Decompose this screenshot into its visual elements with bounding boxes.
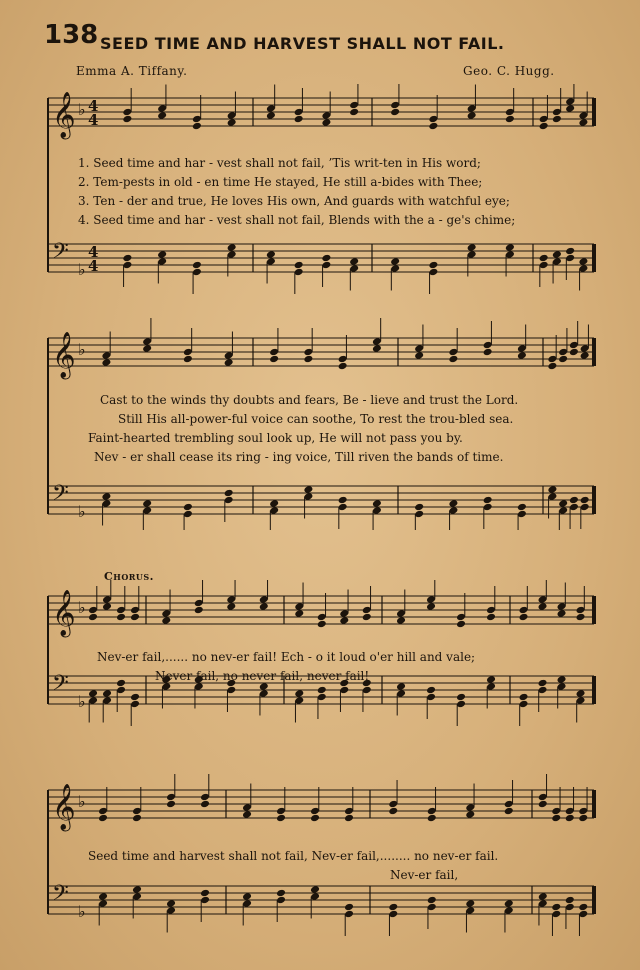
treble-staff <box>48 332 594 380</box>
note-head <box>200 889 210 898</box>
note-head <box>519 613 529 622</box>
note-head <box>539 122 549 131</box>
system-2-verse-1: Cast to the winds thy doubts and fears, Be - lieve and trust the Lord. <box>100 393 519 407</box>
note-head <box>161 616 171 625</box>
note-head <box>317 620 327 629</box>
note-head <box>303 355 313 364</box>
time-signature-top: 4 <box>88 97 99 115</box>
system-2-verse-3: Faint-hearted trembling soul look up, He will not pass you by. <box>88 431 463 445</box>
note-head <box>372 344 382 353</box>
note-head <box>276 814 286 823</box>
note-head <box>580 351 590 360</box>
note-head <box>538 892 548 901</box>
note-head <box>538 602 548 611</box>
system-2-verse-2: Still His all-power-ful voice can soothe, To rest the trou-bled sea. <box>118 412 514 426</box>
composer-credit: Geo. C. Hugg. <box>463 64 555 78</box>
note-head <box>266 250 276 259</box>
note-head <box>266 111 276 120</box>
note-head <box>565 896 575 905</box>
note-head <box>390 257 400 266</box>
note-head <box>242 810 252 819</box>
note-head <box>303 485 313 494</box>
note-head <box>426 686 436 695</box>
note-head <box>486 613 496 622</box>
note-head <box>456 693 466 702</box>
system-4-bass-lyric: Nev-er fail, <box>390 868 459 882</box>
note-head <box>362 613 372 622</box>
note-head <box>483 496 493 505</box>
note-head <box>557 609 567 618</box>
note-head <box>569 348 579 357</box>
note-head <box>414 351 424 360</box>
note-head <box>157 111 167 120</box>
note-head <box>227 118 237 127</box>
note-head <box>576 689 586 698</box>
note-head <box>269 499 279 508</box>
note-head <box>166 899 176 908</box>
note-head <box>226 602 236 611</box>
note-head <box>517 503 527 512</box>
treble-clef-icon: 𝄞 <box>52 92 76 138</box>
note-head <box>504 807 514 816</box>
note-head <box>565 814 575 823</box>
note-head <box>157 250 167 259</box>
note-head <box>538 800 548 809</box>
note-head <box>338 496 348 505</box>
note-head <box>517 351 527 360</box>
flat-key-signature-icon: ♭ <box>78 692 86 711</box>
treble-staff <box>48 590 594 638</box>
note-head <box>200 800 210 809</box>
note-head <box>467 243 477 252</box>
note-head <box>552 250 562 259</box>
note-head <box>505 243 515 252</box>
time-signature-bottom: 4 <box>88 257 99 275</box>
bass-clef-icon: 𝄢 <box>52 671 69 701</box>
note-head <box>426 602 436 611</box>
note-head <box>310 814 320 823</box>
note-head <box>414 503 424 512</box>
note-head <box>321 254 331 263</box>
bass-clef-icon: 𝄢 <box>52 481 69 511</box>
flat-key-signature-icon: ♭ <box>78 792 86 811</box>
note-head <box>142 344 152 353</box>
note-head <box>130 693 140 702</box>
note-head <box>456 620 466 629</box>
flat-key-signature-icon: ♭ <box>78 902 86 921</box>
note-head <box>259 682 269 691</box>
note-head <box>224 489 234 498</box>
note-head <box>565 247 575 256</box>
bass-staff <box>48 481 594 521</box>
note-head <box>242 892 252 901</box>
note-head <box>558 355 568 364</box>
note-head <box>427 814 437 823</box>
note-head <box>448 499 458 508</box>
note-head <box>504 899 514 908</box>
system-4-soprano-lyric: Seed time and harvest shall not fail, Nev-er fail,........ no nev-er fail. <box>88 849 499 863</box>
note-head <box>259 602 269 611</box>
note-head <box>192 122 202 131</box>
flat-key-signature-icon: ♭ <box>78 100 86 119</box>
note-head <box>519 693 529 702</box>
flat-key-signature-icon: ♭ <box>78 598 86 617</box>
note-head <box>551 814 561 823</box>
note-head <box>552 115 562 124</box>
note-head <box>428 122 438 131</box>
note-head <box>294 115 304 124</box>
note-head <box>565 104 575 113</box>
page-number: 138 <box>44 20 99 50</box>
note-head <box>310 885 320 894</box>
note-head <box>576 613 586 622</box>
note-head <box>88 613 98 622</box>
system-1-verse-4: 4. Seed time and har - vest shall not fail, Blends with the a - ge's chime; <box>78 213 516 227</box>
chorus-label: Chorus. <box>104 570 155 583</box>
note-head <box>338 362 348 371</box>
note-head <box>339 616 349 625</box>
chorus-bass-lyric: Never fail, no never fail, never fail! <box>155 669 370 683</box>
treble-clef-icon: 𝄞 <box>52 590 76 636</box>
note-head <box>101 492 111 501</box>
note-head <box>388 903 398 912</box>
bass-clef-icon: 𝄢 <box>52 239 69 269</box>
system-1-staves <box>0 84 640 294</box>
note-head <box>183 355 193 364</box>
treble-staff <box>48 92 594 140</box>
note-head <box>276 889 286 898</box>
note-head <box>396 616 406 625</box>
note-head <box>372 499 382 508</box>
note-head <box>227 243 237 252</box>
flat-key-signature-icon: ♭ <box>78 260 86 279</box>
note-head <box>551 903 561 912</box>
note-head <box>102 602 112 611</box>
note-head <box>132 885 142 894</box>
note-head <box>388 807 398 816</box>
note-head <box>294 689 304 698</box>
note-head <box>98 814 108 823</box>
note-head <box>294 261 304 270</box>
system-2-verse-4: Nev - er shall cease its ring - ing voice, Till riven the bands of time. <box>94 450 504 464</box>
system-1-verse-2: 2. Tem-pests in old - en time He stayed, He still a-bides with Thee; <box>78 175 483 189</box>
note-head <box>569 496 579 505</box>
note-head <box>578 903 588 912</box>
note-head <box>547 362 557 371</box>
note-head <box>539 254 549 263</box>
note-head <box>344 903 354 912</box>
note-head <box>578 814 588 823</box>
note-head <box>88 689 98 698</box>
note-head <box>580 496 590 505</box>
note-head <box>344 814 354 823</box>
note-head <box>122 254 132 263</box>
chorus-soprano-lyric: Nev-er fail,...... no nev-er fail! Ech - o it loud o'er hill and vale; <box>97 650 476 664</box>
bass-staff <box>48 881 594 921</box>
note-head <box>428 261 438 270</box>
note-head <box>101 358 111 367</box>
flat-key-signature-icon: ♭ <box>78 340 86 359</box>
hymn-title: SEED TIME AND HARVEST SHALL NOT FAIL. <box>100 34 505 53</box>
note-head <box>194 606 204 615</box>
note-head <box>448 355 458 364</box>
system-1-verse-3: 3. Ten - der and true, He loves His own, And guards with watchful eye; <box>78 194 510 208</box>
note-head <box>465 810 475 819</box>
note-head <box>224 358 234 367</box>
note-head <box>578 118 588 127</box>
note-head <box>396 682 406 691</box>
note-head <box>483 348 493 357</box>
note-head <box>116 613 126 622</box>
flat-key-signature-icon: ♭ <box>78 502 86 521</box>
note-head <box>132 814 142 823</box>
note-head <box>142 499 152 508</box>
treble-clef-icon: 𝄞 <box>52 332 76 378</box>
note-head <box>349 257 359 266</box>
note-head <box>558 499 568 508</box>
note-head <box>390 108 400 117</box>
note-head <box>467 111 477 120</box>
note-head <box>166 800 176 809</box>
note-head <box>269 355 279 364</box>
note-head <box>98 892 108 901</box>
treble-clef-icon: 𝄞 <box>52 784 76 830</box>
system-4-staves <box>0 774 640 954</box>
note-head <box>427 896 437 905</box>
time-signature-top: 4 <box>88 243 99 261</box>
note-head <box>321 118 331 127</box>
time-signature-bottom: 4 <box>88 111 99 129</box>
author-credit: Emma A. Tiffany. <box>76 64 188 78</box>
system-3-staves <box>0 580 640 750</box>
note-head <box>130 613 140 622</box>
note-head <box>102 689 112 698</box>
note-head <box>578 257 588 266</box>
note-head <box>505 115 515 124</box>
note-head <box>317 686 327 695</box>
note-head <box>349 108 359 117</box>
note-head <box>465 899 475 908</box>
note-head <box>547 485 557 494</box>
note-head <box>122 115 132 124</box>
bass-clef-icon: 𝄢 <box>52 881 69 911</box>
system-1-verse-1: 1. Seed time and har - vest shall not fail, ’Tis writ-ten in His word; <box>78 156 481 170</box>
note-head <box>183 503 193 512</box>
note-head <box>192 261 202 270</box>
note-head <box>294 609 304 618</box>
